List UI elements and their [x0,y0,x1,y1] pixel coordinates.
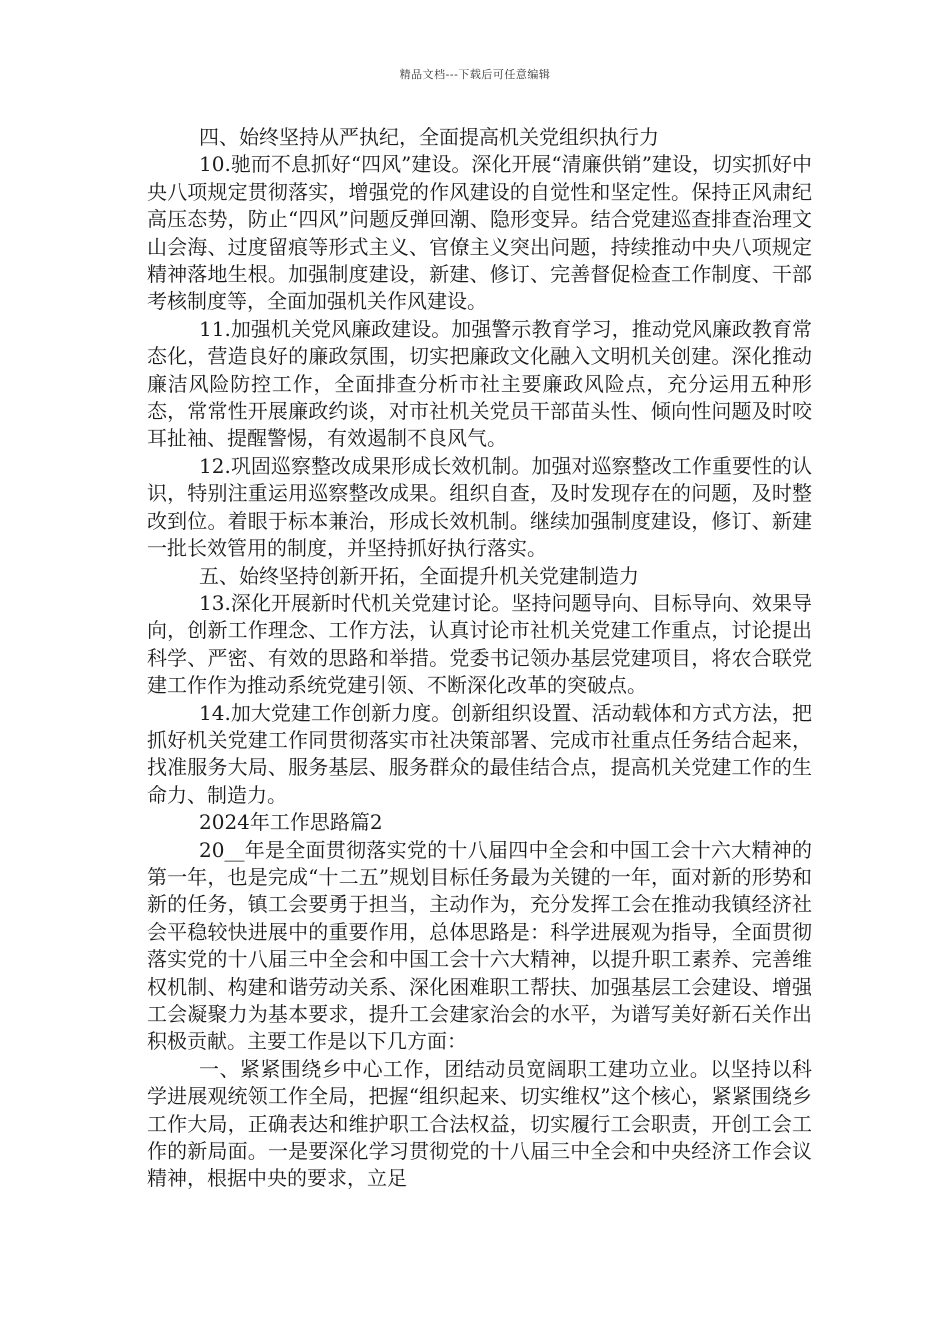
article-title-part-2: 2024年工作思路篇2 [199,810,383,835]
document-body [147,124,812,1193]
section-heading-5: 五、始终坚持创新开拓，全面提升机关党建制造力 [199,563,639,588]
section-paragraph-1: 一、紧紧围绕乡中心工作，团结动员宽阔职工建功立业。以坚持以科学进展观统领工作全局，把握“组织起来、切实维权”这个核心，紧紧围绕乡工作大局，正确表达和维护职工合法权益，切实履行工会职责，开创工会工作的新局面。一是要深化学习贯彻党的十八届三中全会和中央经济工作会议精神，根据中央的要求，立足 [147,1056,812,1191]
paragraph-item-10: 10.驰而不息抓好“四风”建设。深化开展“清廉供销”建设，切实抓好中央八项规定贯彻落实，增强党的作风建设的自觉性和坚定性。保持正风肃纪高压态势，防止“四风”问题反弹回潮、隐形变异。结合党建巡查排查治理文山会海、过度留痕等形式主义、官僚主义突出问题，持续推动中央八项规定精神落地生根。加强制度建设，新建、修订、完善督促检查工作制度、干部考核制度等，全面加强机关作风建设。 [147,152,812,314]
paragraph-item-12: 12.巩固巡察整改成果形成长效机制。加强对巡察整改工作重要性的认识，特别注重运用巡察整改成果。组织自查，及时发现存在的问题，及时整改到位。着眼于标本兼治，形成长效机制。继续加强制度建设，修订、新建一批长效管用的制度，并坚持抓好执行落实。 [147,453,812,561]
paragraph-item-11: 11.加强机关党风廉政建设。加强警示教育学习，推动党风廉政教育常态化，营造良好的廉政氛围，切实把廉政文化融入文明机关创建。深化推动廉洁风险防控工作，全面排查分析市社主要廉政风险点，充分运用五种形态，常常性开展廉政约谈，对市社机关党员干部苗头性、倾向性问题及时咬耳扯袖、提醒警惕，有效遏制不良风气。 [147,316,812,451]
paragraph-item-14: 14.加大党建工作创新力度。创新组织设置、活动载体和方式方法，把抓好机关党建工作同贯彻落实市社决策部署、完成市社重点任务结合起来，找准服务大局、服务基层、服务群众的最佳结合点，提高机关党建工作的生命力、制造力。 [147,700,812,807]
document-header: 精品文档---下载后可任意编辑 [399,68,551,81]
paragraph-item-13: 13.深化开展新时代机关党建讨论。坚持问题导向、目标导向、效果导向，创新工作理念、工作方法，认真讨论市社机关党建工作重点，讨论提出科学、严密、有效的思路和举措。党委书记领办基层党建项目，将农合联党建工作作为推动系统党建引领、不断深化改革的突破点。 [147,590,812,698]
intro-paragraph: 20__年是全面贯彻落实党的十八届四中全会和中国工会十六大精神的第一年，也是完成“十二五”规划目标任务最为关键的一年，面对新的形势和新的任务，镇工会要勇于担当，主动作为，充分发挥工会在推动我镇经济社会平稳较快进展中的重要作用，总体思路是：科学进展观为指导，全面贯彻落实党的十八届三中全会和中国工会十六大精神，以提升职工素养、完善维权机制、构建和谐劳动关系、深化困难职工帮扶、加强基层工会建设、增强工会凝聚力为基本要求，提升工会建家治会的水平，为谱写美好新石关作出积极贡献。主要工作是以下几方面： [147,837,812,1054]
section-heading-4: 四、始终坚持从严执纪，全面提高机关党组织执行力 [199,125,659,149]
